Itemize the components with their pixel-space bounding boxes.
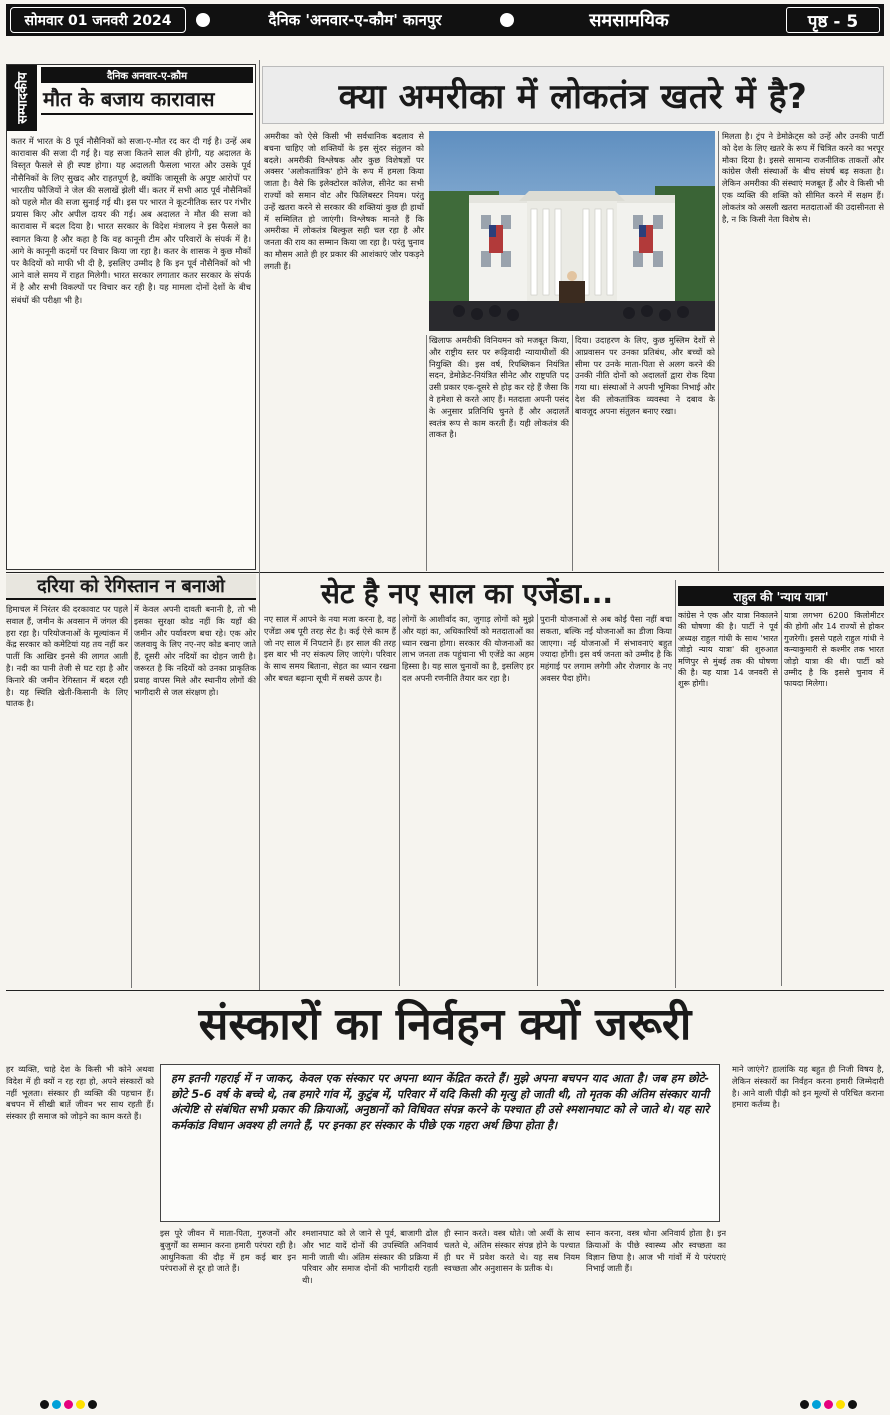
newspaper-name: दैनिक 'अनवार-ए-कौम' कानपुर (268, 11, 442, 29)
desert-col-1: हिमाचल में निरंतर की दरकावाट पर पहले सवाल हैं, जमीन के अवसान में जंगल की हरा रहा है। परियोजनाओं के मूल्यांकन में केंद्र सरकार को कमेटियां यह तय नहीं कर पातीं कि आखिर इनसे की लागत आती है। नदी का पानी तेजी से घट रहा है और किनारे की जमीन रेगिस्तान में बदल रही है। यह स्थिति खेती-किसानी के लिए घातक है। (6, 604, 128, 709)
print-registration-marks (40, 1400, 97, 1410)
rites-headline: संस्कारों का निर्वहन क्यों जरूरी (198, 999, 692, 1050)
newyear-headline: सेट है नए साल का एजेंडा... (321, 577, 613, 610)
rites-pullquote: हम इतनी गहराई में न जाकर, केवल एक संस्कार पर अपना ध्यान केंद्रित करते हैं। मुझे अपना बचपन याद आता है। जब हम छोटे-छोटे 5-6 वर्ष के बच्चे थे, तब हमारे गांव में, कुटुंब में, परिवार में यदि किसी की मृत्यु हो जाती थी, तो मृतक की अंतिम संस्कार यानी अंत्येष्टि से संबंधित सभी प्रकार की क्रियाओं, अनुष्ठानों को विधिवत संपन्न करने के पश्चात ही उसे श्मशानघाट को ले जाते थे। यह सारे कर्मकांड विधान अवश्य ही लगते हैं, पर इनका हर संस्कार के पीछे एक गहरा अर्थ छिपा होता है। (160, 1064, 720, 1222)
editorial-box (6, 64, 256, 570)
rites-col-6: माने जाएंगे? हालांकि यह बहुत ही निजी विषय है, लेकिन संस्कारों का निर्वहन करना हमारी जिम्मेदारी है। आने वाली पीढ़ी को इन मूल्यों से परिचित कराना हमारा कर्तव्य है। (732, 1064, 884, 1110)
column-divider (675, 580, 676, 988)
section-divider (6, 990, 884, 991)
column-divider (399, 614, 400, 986)
divider (41, 113, 253, 115)
rahul-headline: राहुल की 'न्याय यात्रा' (678, 586, 884, 606)
column-divider (572, 335, 573, 571)
editorial-body: कतर में भारत के 8 पूर्व नौसैनिकों को सजा-ए-मौत रद कर दी गई है। उन्हें अब कारावास की सजा दी गई है। यह सजा कितने साल की होगी, यह अदालत के विस्तृत फैसले से ही स्पष्ट होगा। यह अदालती फैसला भारत और उसके पूर्व नौसैनिकों के लिए सुखद और राहतपूर्ण है, क्योंकि जासूसी के अपुष्ट आरोपों पर भारतीय फौजियों ने जेल की सलाखें झेली थीं। कतर में सभी आठ पूर्व नौसैनिकों को पहले मौत की सजा सुनाई गई थी। इस पर भारत ने कूटनीतिक स्तर पर गंभीर प्रयास किए और अपील दायर की गई। अब अदालत ने मौत की सजा को कारावास में बदल दिया है। भारत सरकार के विदेश मंत्रालय ने इस फैसले का स्वागत किया है और कहा है कि वह कानूनी टीम और परिवारों के संपर्क में है। आगे के कानूनी कदमों पर विचार किया जा रहा है। कतर के शासक ने कुछ मौकों पर कैदियों को माफी भी दी है, इसलिए उम्मीद है कि इन पूर्व नौसैनिकों को भी आने वाले समय में राहत मिलेगी। भारत सरकार लगातार कतर सरकार के संपर्क में है और सभी विकल्पों पर विचार कर रही है। यह मामला दोनों देशों के बीच संबंधों की परीक्षा भी है। (11, 136, 251, 305)
rites-col-3: श्मशानघाट को ले जाने से पूर्व, बाजागी ढोल और भाट यादें दोनों की उपस्थिति अनिवार्य मानी जाती थी। अंतिम संस्कार की प्रक्रिया में परिवार और समाज दोनों की भागीदारी रहती थी। (302, 1228, 438, 1286)
democracy-col-4: मिलता है। ट्रंप ने डेमोक्रेट्स को उन्हें और उनकी पार्टी को देश के लिए खतरे के रूप में चित्रित करने का भरपूर मौका दिया है। इससे सामान्य राजनीतिक ताकतों और कांग्रेस जैसी संस्थाओं के बीच संघर्ष बढ़ सकता है। लेकिन अमरीका की संस्थाएं मजबूत हैं और वे किसी भी एक व्यक्ति की शक्ति को सीमित करने में सक्षम हैं। लोकतंत्र को असली खतरा मतदाताओं की उदासीनता से है, न कि किसी नेता विशेष से। (722, 131, 884, 224)
page-header (6, 4, 884, 36)
rites-col-4: ही स्नान करते। वस्त्र धोते। जो अर्थी के साथ चलते थे, अंतिम संस्कार संपन्न होने के पश्चात ही घर में प्रवेश करते थे। यह सब नियम स्वच्छता और अनुशासन के प्रतीक थे। (444, 1228, 580, 1274)
column-divider (259, 60, 260, 990)
section-name: समसामयिक (589, 10, 669, 31)
democracy-col-1: अमरीका को ऐसे किसी भी सर्वधानिक बदलाव से बचना चाहिए जो शक्तियों के इस सुंदर संतुलन को बदले। अमरीकी विश्लेषक और कुछ विशेषज्ञों पर अक्सर 'अलोकतांत्रिक' होने के रूप में हमला किया जाता है। वैसे कि इलेक्टोरल कॉलेज, सीनेट का सभी राज्यों को समान वोट और फिलिबस्टर नियम। परंतु उन्हें खतरा करने से सरकार की शक्तियां कुछ ही हाथों में सम्मिलित हो जाएंगी। विश्लेषक मानते हैं कि अमरीका में लोकतंत्र बिल्कुल सही चल रहा है और जनता की राय का सम्मान किया जा रहा है। परंतु चुनाव का मौसम आते ही हर प्रकार की आशंकाएं जोर पकड़ने लगती हैं। (264, 131, 424, 271)
column-divider (781, 610, 782, 986)
editorial-label: सम्पादकीय (7, 65, 37, 131)
page-number: पृष्ठ - 5 (786, 7, 880, 33)
print-registration-marks (800, 1400, 857, 1410)
white-house-photo (429, 131, 715, 331)
newyear-col-3: पुरानी योजनाओं से अब कोई पैसा नहीं बचा सकता, बल्कि नई योजनाओं का डीजा किया जाएगा। नई योजनाओं में संभावनाएं बहुत ज्यादा होंगी। इस वर्ष जनता को उम्मीद है कि महंगाई पर लगाम लगेगी और रोजगार के नए अवसर पैदा होंगे। (540, 614, 672, 683)
desert-headline: दरिया को रेगिस्तान न बनाओ (6, 574, 256, 600)
section-divider (6, 572, 884, 573)
desert-col-2: में केवल अपनी दावती बनानी है, तो भी इसका सुरक्षा कोड नहीं कि यहाँ की जमीन और पर्यावरण बचा रहे। एक ओर जलवायु के लिए नए-नए कोड बनाए जाते हैं, दूसरी ओर नदियों का दोहन जारी है। जरूरत है कि नदियों को उनका प्राकृतिक प्रवाह वापस मिले और स्थानीय लोगों की भागीदारी से जल संरक्षण हो। (134, 604, 256, 697)
democracy-col-3: दिया। उदाहरण के लिए, कुछ मुस्लिम देशों से आप्रवासन पर उनका प्रतिबंध, और बच्चों को सीमा पर उनके माता-पिता से अलग करने की उनकी नीति दोनों को अदालतों द्वारा रोक दिया गया था। संस्थाओं ने अपनी भूमिका निभाई और देश की लोकतांत्रिक व्यवस्था ने दबाव के बावजूद अपना संतुलन बनाए रखा। (575, 335, 715, 416)
democracy-headline: क्या अमरीका में लोकतंत्र खतरे में है? (262, 66, 884, 124)
newyear-col-1: नए साल में आपने के नया मजा करना है, वह एजेंडा अब पूरी तरह सेट है। कई ऐसे काम हैं जो नए साल में निपटाने हैं। हर साल की तरह इस बार भी नए संकल्प लिए जाएंगे। परिवार के साथ समय बिताना, सेहत का ध्यान रखना और बचत बढ़ाना सूची में सबसे ऊपर है। (264, 614, 396, 683)
rites-col-1: हर व्यक्ति, चाहे देश के किसी भी कोने अथवा विदेश में ही क्यों न रह रहा हो, अपने संस्कारों को नहीं भूलता। संस्कार ही व्यक्ति की पहचान हैं। बचपन में सीखी बातें जीवन भर साथ रहती हैं। संस्कार ही समाज को जोड़ने का काम करते हैं। (6, 1064, 154, 1122)
newyear-col-2: लोगों के आशीर्वाद का, जुगाड़ लोगों को मुझे और यहां का, अधिकारियों को मतदाताओं का ध्यान रखना होगा। सरकार की योजनाओं का लाभ जनता तक पहुंचाना भी एजेंडे का अहम हिस्सा है। यह साल चुनावों का है, इसलिए हर दल अपनी रणनीति तैयार कर रहा है। (402, 614, 534, 683)
column-divider (718, 131, 719, 571)
editorial-headline: मौत के बजाय कारावास (43, 87, 215, 111)
democracy-col-2: खिलाफ अमरीकी विनियमन को मजबूत किया, और राष्ट्रीय स्तर पर रूढ़िवादी न्यायाधीशों की नियुक्ति की। इस वर्ष, रिपब्लिकन नियंत्रित सदन, डेमोक्रेट-नियंत्रित सीनेट और राष्ट्रपति पद उसी प्रकार एक-दूसरे से होड़ कर रहे हैं जैसा कि वे हमेशा से करते आए हैं। मतदाता अपनी पसंद के अनुसार प्रतिनिधि चुनते हैं और अदालतें स्वतंत्र रूप से काम करती हैं। यही लोकतंत्र की ताकत है। (429, 335, 569, 440)
rahul-col-1: कांग्रेस ने एक और यात्रा निकालने की घोषणा की है। पार्टी ने पूर्व अध्यक्ष राहुल गांधी के साथ 'भारत जोड़ो न्याय यात्रा' की शुरुआत मणिपुर से मुंबई तक की घोषणा की है। यह यात्रा 14 जनवरी से शुरू होगी। (678, 611, 778, 689)
column-divider (131, 604, 132, 988)
editorial-tag: दैनिक अनवार-ए-क़ौम (41, 67, 253, 83)
column-divider (426, 335, 427, 571)
column-divider (537, 614, 538, 986)
header-dot-icon (196, 13, 210, 27)
issue-date: सोमवार 01 जनवरी 2024 (10, 7, 186, 33)
rites-col-2: इस पूरे जीवन में माता-पिता, गुरुजनों और बुजुर्गों का सम्मान करना हमारी परंपरा रही है। आधुनिकता की दौड़ में हम कई बार इन परंपराओं से दूर हो जाते हैं। (160, 1228, 296, 1274)
rahul-col-2: यात्रा लगभग 6200 किलोमीटर की होगी और 14 राज्यों से होकर गुजरेगी। इससे पहले राहुल गांधी ने कन्याकुमारी से कश्मीर तक भारत जोड़ो यात्रा की थी। पार्टी को उम्मीद है कि इससे चुनाव में फायदा मिलेगा। (784, 611, 884, 689)
rites-col-5: स्नान करना, वस्त्र धोना अनिवार्य होता है। इन क्रियाओं के पीछे स्वास्थ्य और स्वच्छता का विज्ञान छिपा है। आज भी गांवों में ये परंपराएं निभाई जाती हैं। (586, 1228, 726, 1274)
header-dot-icon (500, 13, 514, 27)
